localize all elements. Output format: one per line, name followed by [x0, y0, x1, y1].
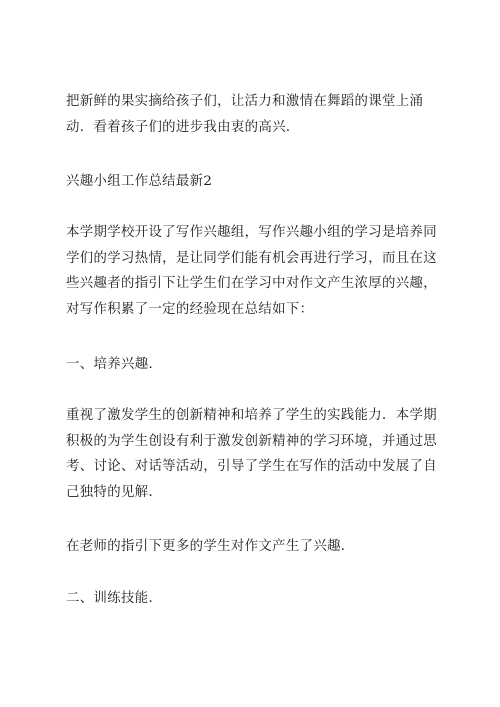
heading-cultivate-interest: 一、培养兴趣．: [66, 357, 163, 372]
heading-train-skills: 二、训练技能．: [66, 591, 163, 606]
section-title: 兴趣小组工作总结最新2: [66, 174, 213, 189]
document-page: [66, 0, 444, 707]
paragraph-guidance: 在老师的指引下更多的学生对作文产生了兴趣．: [66, 539, 355, 554]
paragraph-overview: 本学期学校开设了写作兴趣组，写作兴趣小组的学习是培养同学们的学习热情，是让同学们能有机会再进行学习，而且在这些兴趣者的指引下让学生们在学习中对作文产生浓厚的兴趣，对写作积累了一定的经验现在总结如下：: [66, 225, 437, 317]
paragraph-innovation: 重视了激发学生的创新精神和培养了学生的实践能力．本学期积极的为学生创设有利于激发创新精神的学习环境，并通过思考、讨论、对话等活动，引导了学生在写作的活动中发展了自己独特的见解．: [66, 408, 437, 500]
paragraph-intro-closing: 把新鲜的果实摘给孩子们，让活力和激情在舞蹈的课堂上涌动．看着孩子们的进步我由衷的高兴．: [66, 94, 424, 135]
